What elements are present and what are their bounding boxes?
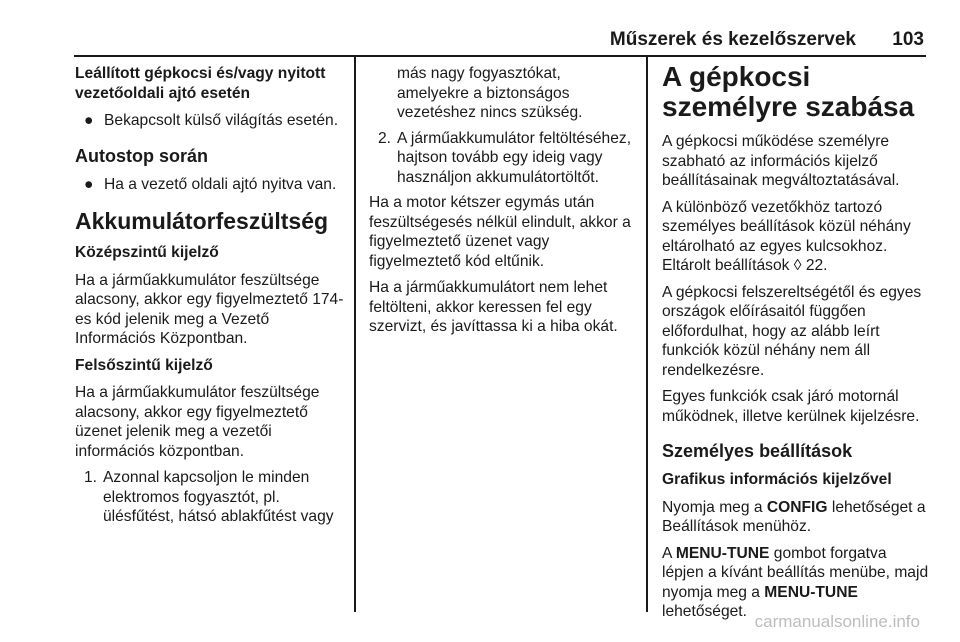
para-service: Ha a járműakkumulátort nem lehet feltölteni, akkor keressen fel egy szervizt, és javíttassa ki a hiba okát. (369, 279, 618, 335)
bullet-parked-text: Bekapcsolt külső világítás esetén. (104, 112, 339, 129)
heading-graphic-display: Grafikus információs kijelzővel (662, 471, 892, 488)
bullet-dot-icon: ● (84, 175, 94, 193)
step-2-text: A járműakkumulátor feltöltéséhez, hajtson tovább egy ideig vagy használjon akkumulátortöltőt. (397, 129, 632, 186)
para-engine: Egyes funkciók csak járó motornál működnek, illetve kerülnek kijelzésre. (662, 388, 920, 425)
section-heading-personalization: A gépkocsi személyre szabása (662, 61, 915, 122)
heading-upper-level-display: Felsőszintű kijelző (75, 356, 213, 374)
para-menu-tune-pre: A (662, 544, 672, 562)
header-rule (74, 55, 926, 57)
heading-personal-settings: Személyes beállítások (662, 441, 853, 461)
step-1-number: 1. (83, 469, 97, 486)
para-menu-tune (662, 544, 930, 622)
column-2 (369, 64, 635, 344)
para-config-pre: Nyomja meg a (662, 498, 763, 516)
column-3 (662, 62, 930, 629)
bullet-autostop-text: Ha a vezető oldali ajtó nyitva van. (104, 175, 337, 193)
section-heading-voltage: Akkumulátorfeszültség (75, 208, 329, 234)
heading-parked: Leállított gépkocsi és/vagy nyitott vezetőoldali ajtó esetén (75, 65, 326, 102)
step-1 (75, 468, 347, 527)
page-number: 103 (892, 29, 924, 50)
menu-tune-label-1: MENU-TUNE (675, 544, 770, 562)
para-mid-level: Ha a járműakkumulátor feszültsége alacsony, akkor egy figyelmeztető 174-es kód jelenik meg a Vezető Információs Központban. (75, 271, 344, 347)
para-config-post: lehetőséget a Beállítások menühöz. (662, 498, 926, 535)
step-1-continued-text: más nagy fogyasztókat, amelyekre a biztonságos vezetéshez nincs szükség. (397, 65, 583, 121)
bullet-parked (75, 111, 347, 131)
config-button-label: CONFIG (766, 498, 828, 516)
page-reference-link[interactable]: 22. (805, 257, 828, 274)
step-2 (369, 129, 635, 188)
para-intro: A gépkocsi működése személyre szabható az információs kijelző beállításainak megváltoztatásával. (662, 133, 900, 189)
running-title: Műszerek és kezelőszervek (609, 29, 856, 50)
watermark: carmanualsonline.info (754, 612, 920, 631)
column-divider-1 (354, 56, 356, 612)
para-keys-text: A különböző vezetőkhöz tartozó személyes beállítások közül néhány eltárolható az egyes kulcsokhoz. Eltárolt beállítások (662, 198, 911, 274)
page-header (0, 0, 960, 56)
page-reference-icon: ◊ (793, 257, 802, 274)
para-restart: Ha a motor kétszer egymás után feszültségesés nélkül elindult, akkor a figyelmeztető üzenet vagy figyelmeztető kód eltűnik. (369, 194, 631, 270)
bullet-dot-icon: ● (84, 112, 94, 129)
heading-mid-level-display: Középszintű kijelző (75, 244, 219, 261)
para-equipment: A gépkocsi felszereltségétől és egyes országok előírásaitól függően előfordulhat, hogy az alább leírt funkciók közül néhány nem áll rendelkezésre. (662, 283, 922, 379)
para-keys (662, 198, 930, 276)
para-menu-tune-mid: gombot forgatva lépjen a kívánt beállítás menübe, majd nyomja meg a (662, 544, 929, 601)
step-1-text: Azonnal kapcsoljon le minden elektromos fogyasztót, pl. ülésfűtést, hátsó ablakfűtést vagy (103, 469, 334, 525)
column-1 (75, 64, 347, 533)
heading-autostop: Autostop során (75, 145, 208, 166)
step-2-number: 2. (377, 129, 391, 147)
bullet-autostop (75, 175, 353, 195)
para-upper-level: Ha a járműakkumulátor feszültsége alacsony, akkor egy figyelmeztető üzenet jelenik meg a vezetői információs központban. (75, 384, 320, 460)
para-menu-tune-post: lehetőséget. (662, 603, 747, 620)
column-divider-2 (646, 56, 648, 612)
para-config (662, 498, 930, 537)
step-1-continued (369, 64, 635, 123)
menu-tune-label-2: MENU-TUNE (764, 583, 858, 601)
